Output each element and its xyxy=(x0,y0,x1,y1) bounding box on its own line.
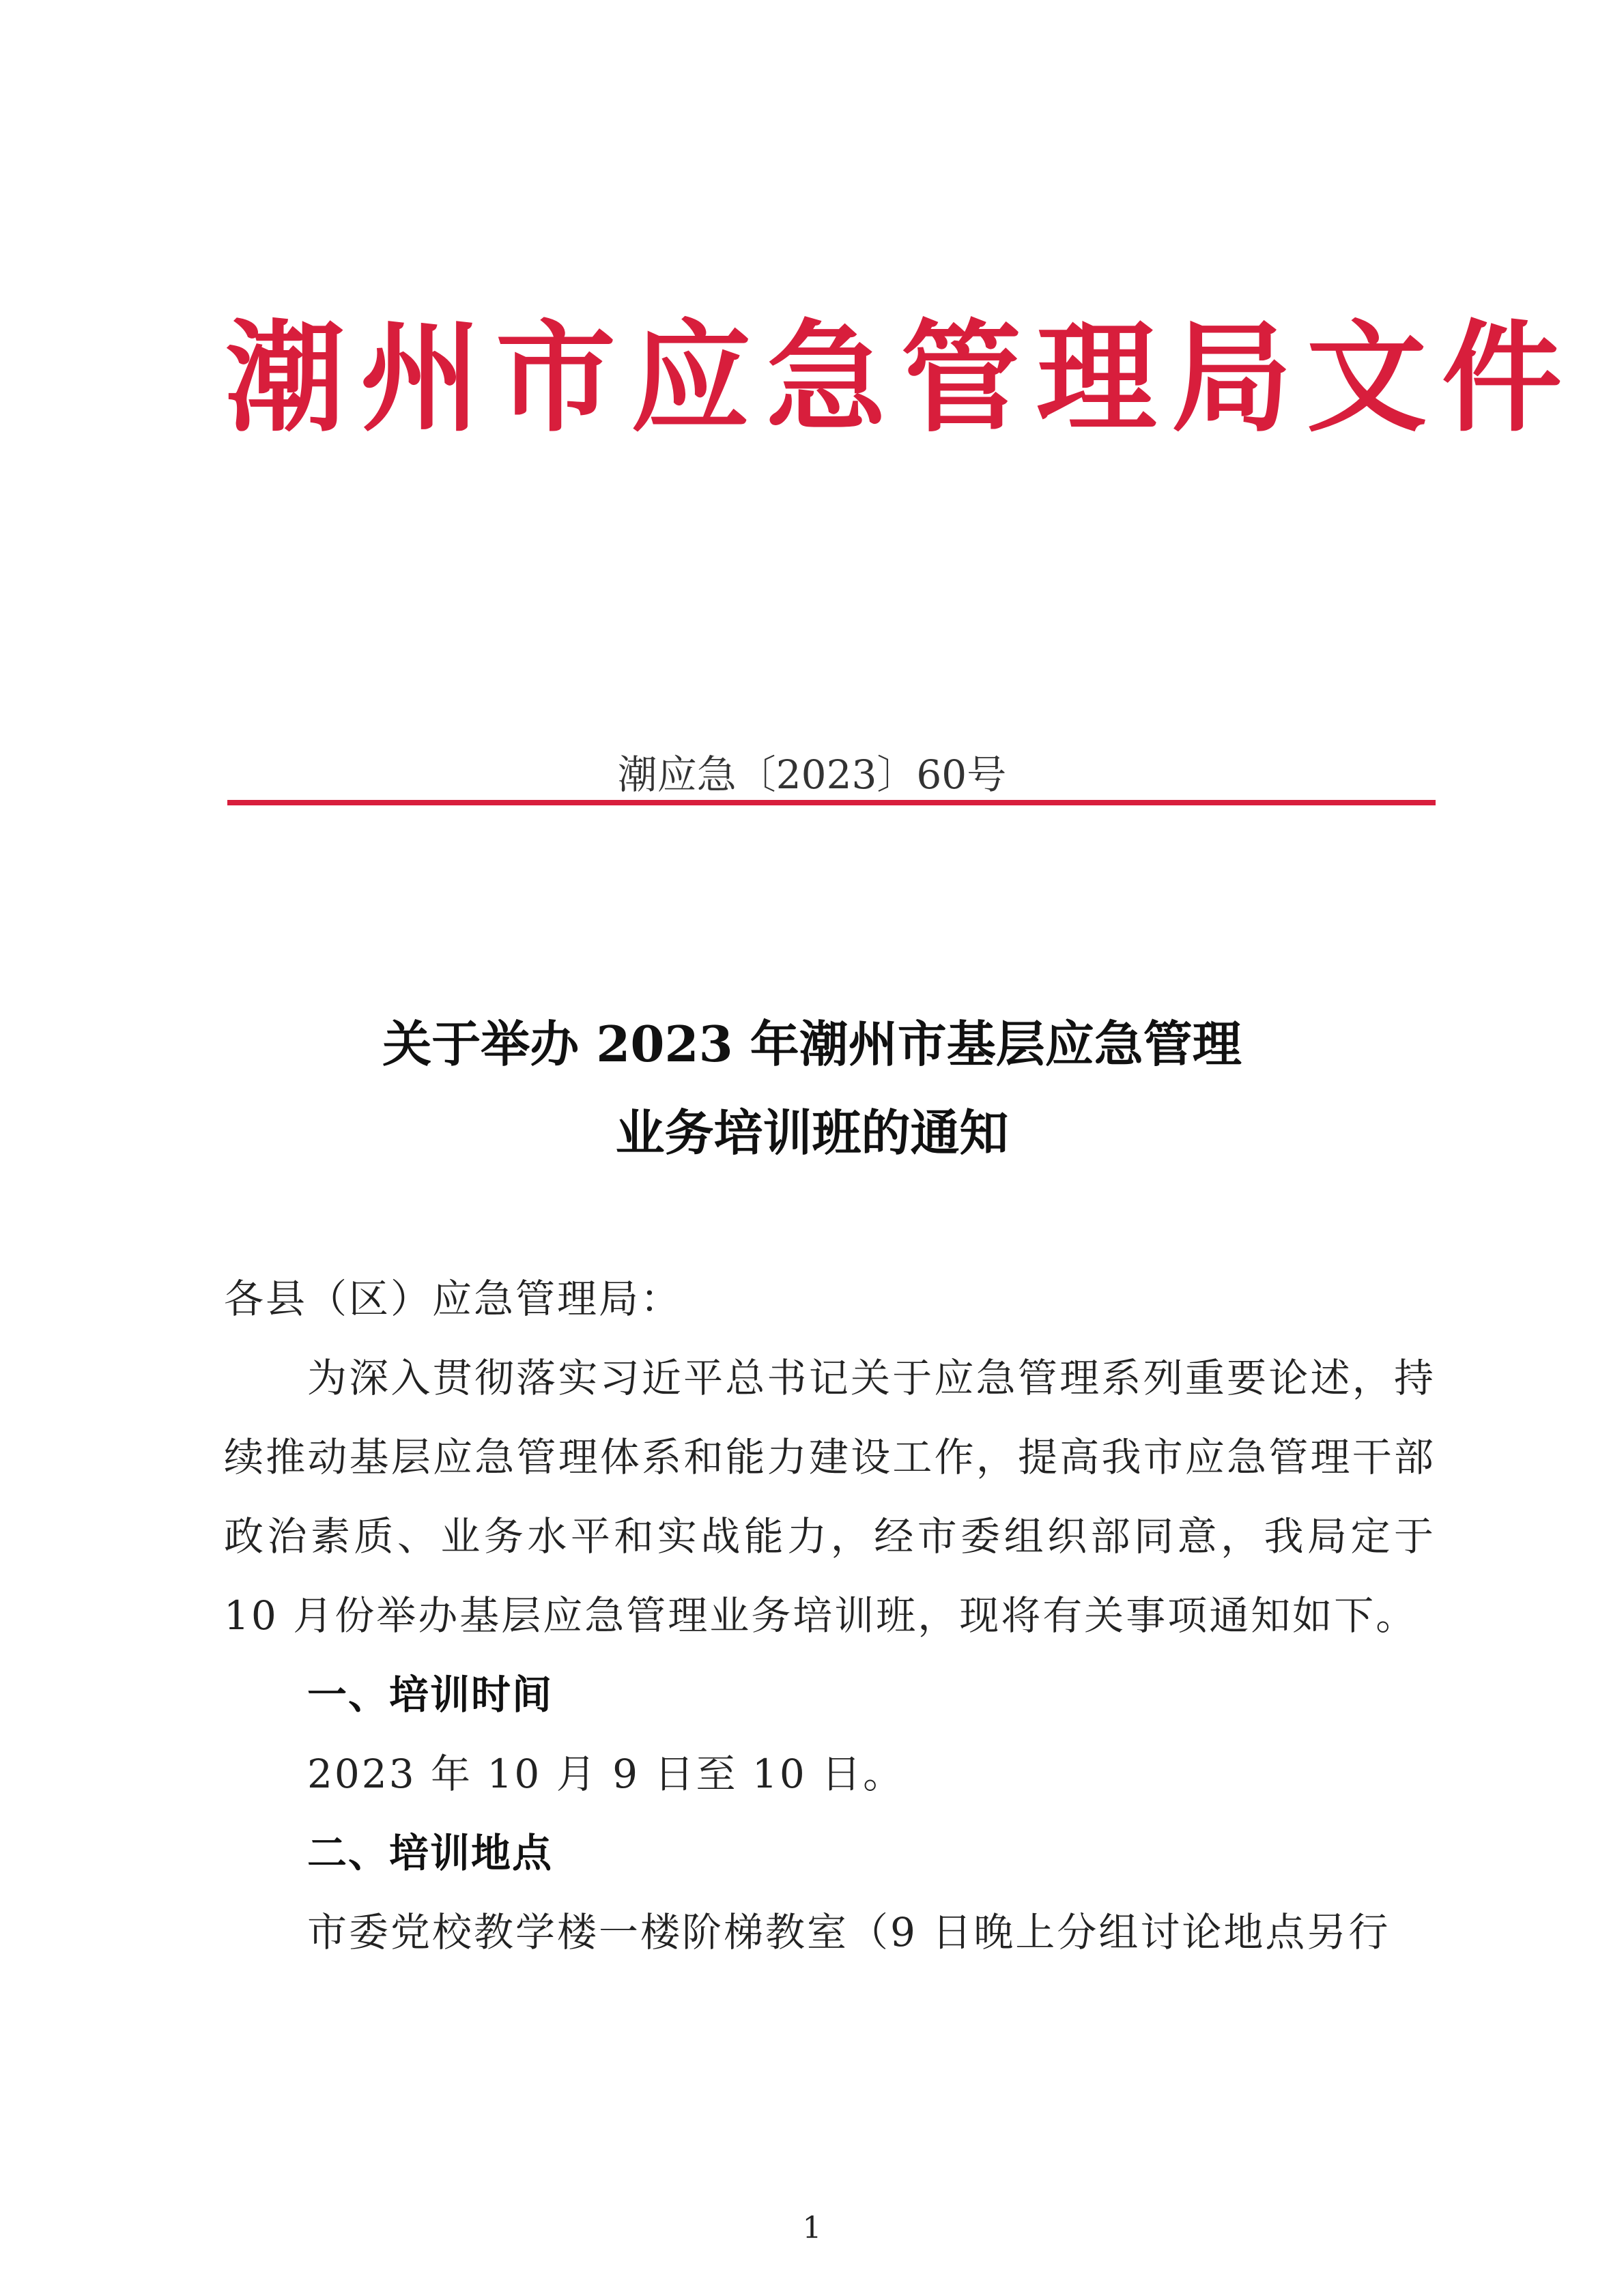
notice-title-line-1: 关于举办 2023 年潮州市基层应急管理 xyxy=(382,1015,1242,1073)
intro-paragraph: 为深入贯彻落实习近平总书记关于应急管理系列重要论述，持续推动基层应急管理体系和能力建设工作，提高我市应急管理干部政治素质、业务水平和实战能力，经市委组织部同意，我局定于 10 月份举办基层应急管理业务培训班，现将有关事项通知如下。 xyxy=(224,1355,1436,1639)
section-heading-training-time: 一、培训时间 xyxy=(307,1671,554,1718)
document-header-title: 潮州市应急管理局文件 xyxy=(225,308,1578,448)
section-content-training-location: 市委党校教学楼一楼阶梯教室（9 日晚上分组讨论地点另行 xyxy=(307,1909,1391,1955)
notice-title xyxy=(0,1000,1624,1177)
notice-body xyxy=(224,1259,1436,1972)
notice-title-line-2: 业务培训班的通知 xyxy=(615,1104,1009,1162)
section-content-training-time: 2023 年 10 月 9 日至 10 日。 xyxy=(307,1751,905,1797)
page-number: 1 xyxy=(802,2211,822,2245)
section-heading-training-location: 二、培训地点 xyxy=(307,1830,554,1876)
document-number: 潮应急〔2023〕60号 xyxy=(617,751,1007,798)
header-red-divider xyxy=(227,800,1436,805)
salutation: 各县（区）应急管理局： xyxy=(224,1276,683,1322)
